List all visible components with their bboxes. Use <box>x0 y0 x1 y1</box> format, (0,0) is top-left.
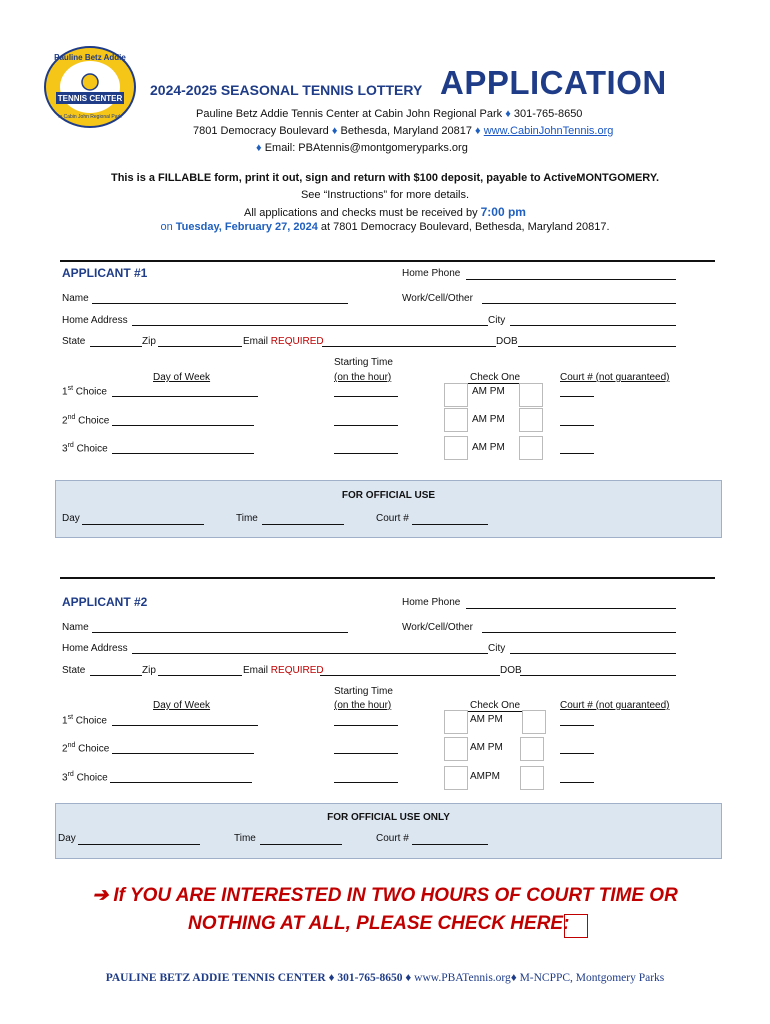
home-address-field[interactable] <box>132 653 488 654</box>
diamond-icon: ♦ <box>405 972 412 984</box>
am-pm-label: AM PM <box>472 414 505 425</box>
email-field[interactable] <box>320 675 500 676</box>
official-court-field[interactable] <box>412 844 488 845</box>
home-phone-field[interactable] <box>466 279 676 280</box>
info-line-1: This is a FILLABLE form, print it out, sign and return with $100 deposit, payable to ActiveMONTGOMERY. <box>110 172 660 184</box>
choice-text: Choice <box>76 772 108 784</box>
choice-text: Choice <box>78 743 110 755</box>
work-cell-field[interactable] <box>482 632 676 633</box>
choice-num: 3 <box>62 443 68 455</box>
zip-label: Zip <box>142 336 156 347</box>
website-link[interactable]: www.CabinJohnTennis.org <box>483 125 614 137</box>
choice-num: 3 <box>62 772 68 784</box>
court-field-1[interactable] <box>560 725 594 726</box>
court-field-2[interactable] <box>560 425 594 426</box>
choice-1-label <box>62 385 107 397</box>
diamond-icon: ♦ <box>331 125 338 137</box>
city-field[interactable] <box>510 653 676 654</box>
deadline-time: 7:00 pm <box>480 205 526 219</box>
am-pm-label: AMPM <box>470 771 500 782</box>
diamond-icon: ♦ <box>256 142 262 154</box>
choice-2-label <box>62 742 109 754</box>
two-hours-checkbox[interactable] <box>564 914 588 938</box>
day-field-3[interactable] <box>110 782 252 783</box>
official-time-label: Time <box>234 833 256 844</box>
check-one-label: Check One <box>470 372 521 383</box>
official-use-box <box>55 480 722 538</box>
dob-field[interactable] <box>518 346 676 347</box>
day-of-week-label: Day of Week <box>153 372 211 383</box>
check-box-pm-1[interactable] <box>519 383 543 407</box>
choice-text: Choice <box>75 386 107 398</box>
am-pm-label: AM PM <box>470 714 503 725</box>
header-line-2 <box>193 125 613 137</box>
required-tag: REQUIRED <box>270 336 324 347</box>
title-application: APPLICATION <box>440 64 667 101</box>
check-box-pm-3[interactable] <box>520 766 544 790</box>
am-pm-label: AM PM <box>472 386 505 397</box>
choice-text: Choice <box>76 443 108 455</box>
home-address-field[interactable] <box>132 325 488 326</box>
name-label: Name <box>62 293 89 304</box>
choice-sup: nd <box>67 742 76 749</box>
email-label <box>243 336 324 347</box>
choice-sup: rd <box>67 771 74 778</box>
on-the-hour-label: (on the hour) <box>334 700 392 711</box>
time-field-1[interactable] <box>334 396 398 397</box>
svg-text:TENNIS CENTER: TENNIS CENTER <box>57 94 123 103</box>
time-field-2[interactable] <box>334 753 398 754</box>
official-court-field[interactable] <box>412 524 488 525</box>
court-field-2[interactable] <box>560 753 594 754</box>
check-box-am-3[interactable] <box>444 766 468 790</box>
footer-site: www.PBATennis.org <box>414 972 511 984</box>
choice-num: 1 <box>62 386 68 398</box>
email-label-text: Email <box>243 336 269 347</box>
footer-phone: 301-765-8650 <box>337 972 403 984</box>
state-label: State <box>62 665 86 676</box>
deadline-date: Tuesday, February 27, 2024 <box>175 221 318 233</box>
choice-1-label <box>62 714 107 726</box>
info-line-3-text: All applications and checks must be received by <box>244 207 481 219</box>
state-field[interactable] <box>90 675 142 676</box>
court-field-3[interactable] <box>560 782 594 783</box>
day-field-3[interactable] <box>112 453 254 454</box>
choice-text: Choice <box>78 415 110 427</box>
day-field-2[interactable] <box>112 753 254 754</box>
court-num-label: Court # (not guaranteed) <box>560 700 670 711</box>
choice-num: 2 <box>62 415 68 427</box>
svg-text:in Cabin John Regional Park: in Cabin John Regional Park <box>58 114 122 120</box>
title-lottery: 2024-2025 SEASONAL TENNIS LOTTERY <box>150 82 423 98</box>
info-line-4 <box>0 221 770 233</box>
court-field-1[interactable] <box>560 396 594 397</box>
choice-sup: st <box>67 385 74 392</box>
choice-num: 1 <box>62 715 68 727</box>
state-label: State <box>62 336 86 347</box>
email-field[interactable] <box>322 346 496 347</box>
dob-label: DOB <box>496 336 518 347</box>
day-of-week-label: Day of Week <box>153 700 211 711</box>
official-day-field[interactable] <box>78 844 200 845</box>
required-tag: REQUIRED <box>270 665 324 676</box>
check-box-am-1[interactable] <box>444 383 468 407</box>
work-cell-field[interactable] <box>482 303 676 304</box>
city-label: City <box>488 643 506 654</box>
home-phone-label: Home Phone <box>402 268 461 279</box>
official-day-label: Day <box>62 513 80 524</box>
check-box-pm-2[interactable] <box>519 408 543 432</box>
dob-field[interactable] <box>520 675 676 676</box>
official-time-field[interactable] <box>262 524 344 525</box>
info-line-2: See “Instructions” for more details. <box>300 189 470 201</box>
time-field-3[interactable] <box>334 782 398 783</box>
choice-num: 2 <box>62 743 68 755</box>
dob-label: DOB <box>500 665 522 676</box>
city-field[interactable] <box>510 325 676 326</box>
address-text: 7801 Democracy Boulevard <box>193 125 329 137</box>
tennis-center-logo <box>44 46 136 128</box>
applicant-1-title: APPLICANT #1 <box>62 266 148 280</box>
header-line-3 <box>256 142 468 154</box>
svg-text:Pauline Betz Addie: Pauline Betz Addie <box>54 53 126 62</box>
arrow-right-icon: ➔ <box>92 885 109 906</box>
home-address-label: Home Address <box>62 643 128 654</box>
work-cell-label: Work/Cell/Other <box>402 293 473 304</box>
home-phone-label: Home Phone <box>402 597 461 608</box>
check-box-pm-2[interactable] <box>520 737 544 761</box>
am-pm-label: AM PM <box>470 742 503 753</box>
diamond-icon: ♦ <box>475 125 481 137</box>
check-box-am-1[interactable] <box>444 710 468 734</box>
time-field-1[interactable] <box>334 725 398 726</box>
official-time-field[interactable] <box>260 844 342 845</box>
official-court-label: Court # <box>376 833 409 844</box>
name-label: Name <box>62 622 89 633</box>
choice-sup: rd <box>67 442 74 449</box>
diamond-icon: ♦ <box>505 108 511 120</box>
zip-field[interactable] <box>158 675 242 676</box>
work-cell-label: Work/Cell/Other <box>402 622 473 633</box>
official-use-title: FOR OFFICIAL USE <box>341 490 436 501</box>
check-box-am-2[interactable] <box>444 737 468 761</box>
phone-text: 301-765-8650 <box>513 108 583 120</box>
footer <box>0 972 770 984</box>
check-box-pm-3[interactable] <box>519 436 543 460</box>
check-one-label: Check One <box>470 700 521 711</box>
official-use-title: FOR OFFICIAL USE ONLY <box>327 812 450 823</box>
name-field[interactable] <box>92 303 348 304</box>
official-time-label: Time <box>236 513 258 524</box>
city-label: City <box>488 315 506 326</box>
am-pm-label: AM PM <box>472 442 505 453</box>
choice-3-label <box>62 771 108 783</box>
section-divider <box>60 260 715 262</box>
header-line-1 <box>196 108 582 120</box>
info-line-3 <box>0 205 770 219</box>
on-the-hour-label: (on the hour) <box>334 372 392 383</box>
home-phone-field[interactable] <box>466 608 676 609</box>
info-line-4-text: at 7801 Democracy Boulevard, Bethesda, Maryland 20817. <box>317 221 610 233</box>
starting-time-label: Starting Time <box>334 357 393 368</box>
check-box-pm-1[interactable] <box>522 710 546 734</box>
applicant-2-title: APPLICANT #2 <box>62 595 148 609</box>
section-divider <box>60 577 715 579</box>
name-field[interactable] <box>92 632 348 633</box>
time-field-3[interactable] <box>334 453 398 454</box>
official-day-field[interactable] <box>82 524 204 525</box>
day-field-1[interactable] <box>112 396 258 397</box>
email-text: Email: PBAtennis@montgomeryparks.org <box>264 142 468 154</box>
time-field-2[interactable] <box>334 425 398 426</box>
diamond-icon: ♦ <box>328 972 335 984</box>
choice-text: Choice <box>75 715 107 727</box>
callout-line-2: NOTHING AT ALL, PLEASE CHECK HERE: <box>188 913 570 934</box>
day-field-2[interactable] <box>112 425 254 426</box>
court-field-3[interactable] <box>560 453 594 454</box>
choice-2-label <box>62 414 109 426</box>
court-num-label: Court # (not guaranteed) <box>560 372 670 383</box>
city-text: Bethesda, Maryland 20817 <box>340 125 472 137</box>
state-field[interactable] <box>90 346 142 347</box>
park-text: Pauline Betz Addie Tennis Center at Cabin John Regional Park <box>196 108 503 120</box>
starting-time-label: Starting Time <box>334 686 393 697</box>
check-box-am-2[interactable] <box>444 408 468 432</box>
check-box-am-3[interactable] <box>444 436 468 460</box>
callout-line-1 <box>0 884 770 907</box>
day-field-1[interactable] <box>112 725 258 726</box>
footer-center-name: PAULINE BETZ ADDIE TENNIS CENTER <box>105 972 326 984</box>
home-address-label: Home Address <box>62 315 128 326</box>
choice-3-label <box>62 442 108 454</box>
email-label <box>243 665 324 676</box>
diamond-icon: ♦ <box>510 972 517 984</box>
info-on: on <box>160 221 176 233</box>
callout-text-1: If YOU ARE INTERESTED IN TWO HOURS OF COURT TIME OR <box>108 885 678 906</box>
official-court-label: Court # <box>376 513 409 524</box>
zip-field[interactable] <box>158 346 242 347</box>
official-use-box <box>55 803 722 859</box>
zip-label: Zip <box>142 665 156 676</box>
footer-org: M-NCPPC, Montgomery Parks <box>519 972 665 984</box>
official-day-label: Day <box>58 833 76 844</box>
choice-sup: nd <box>67 414 76 421</box>
email-label-text: Email <box>243 665 269 676</box>
choice-sup: st <box>67 714 74 721</box>
